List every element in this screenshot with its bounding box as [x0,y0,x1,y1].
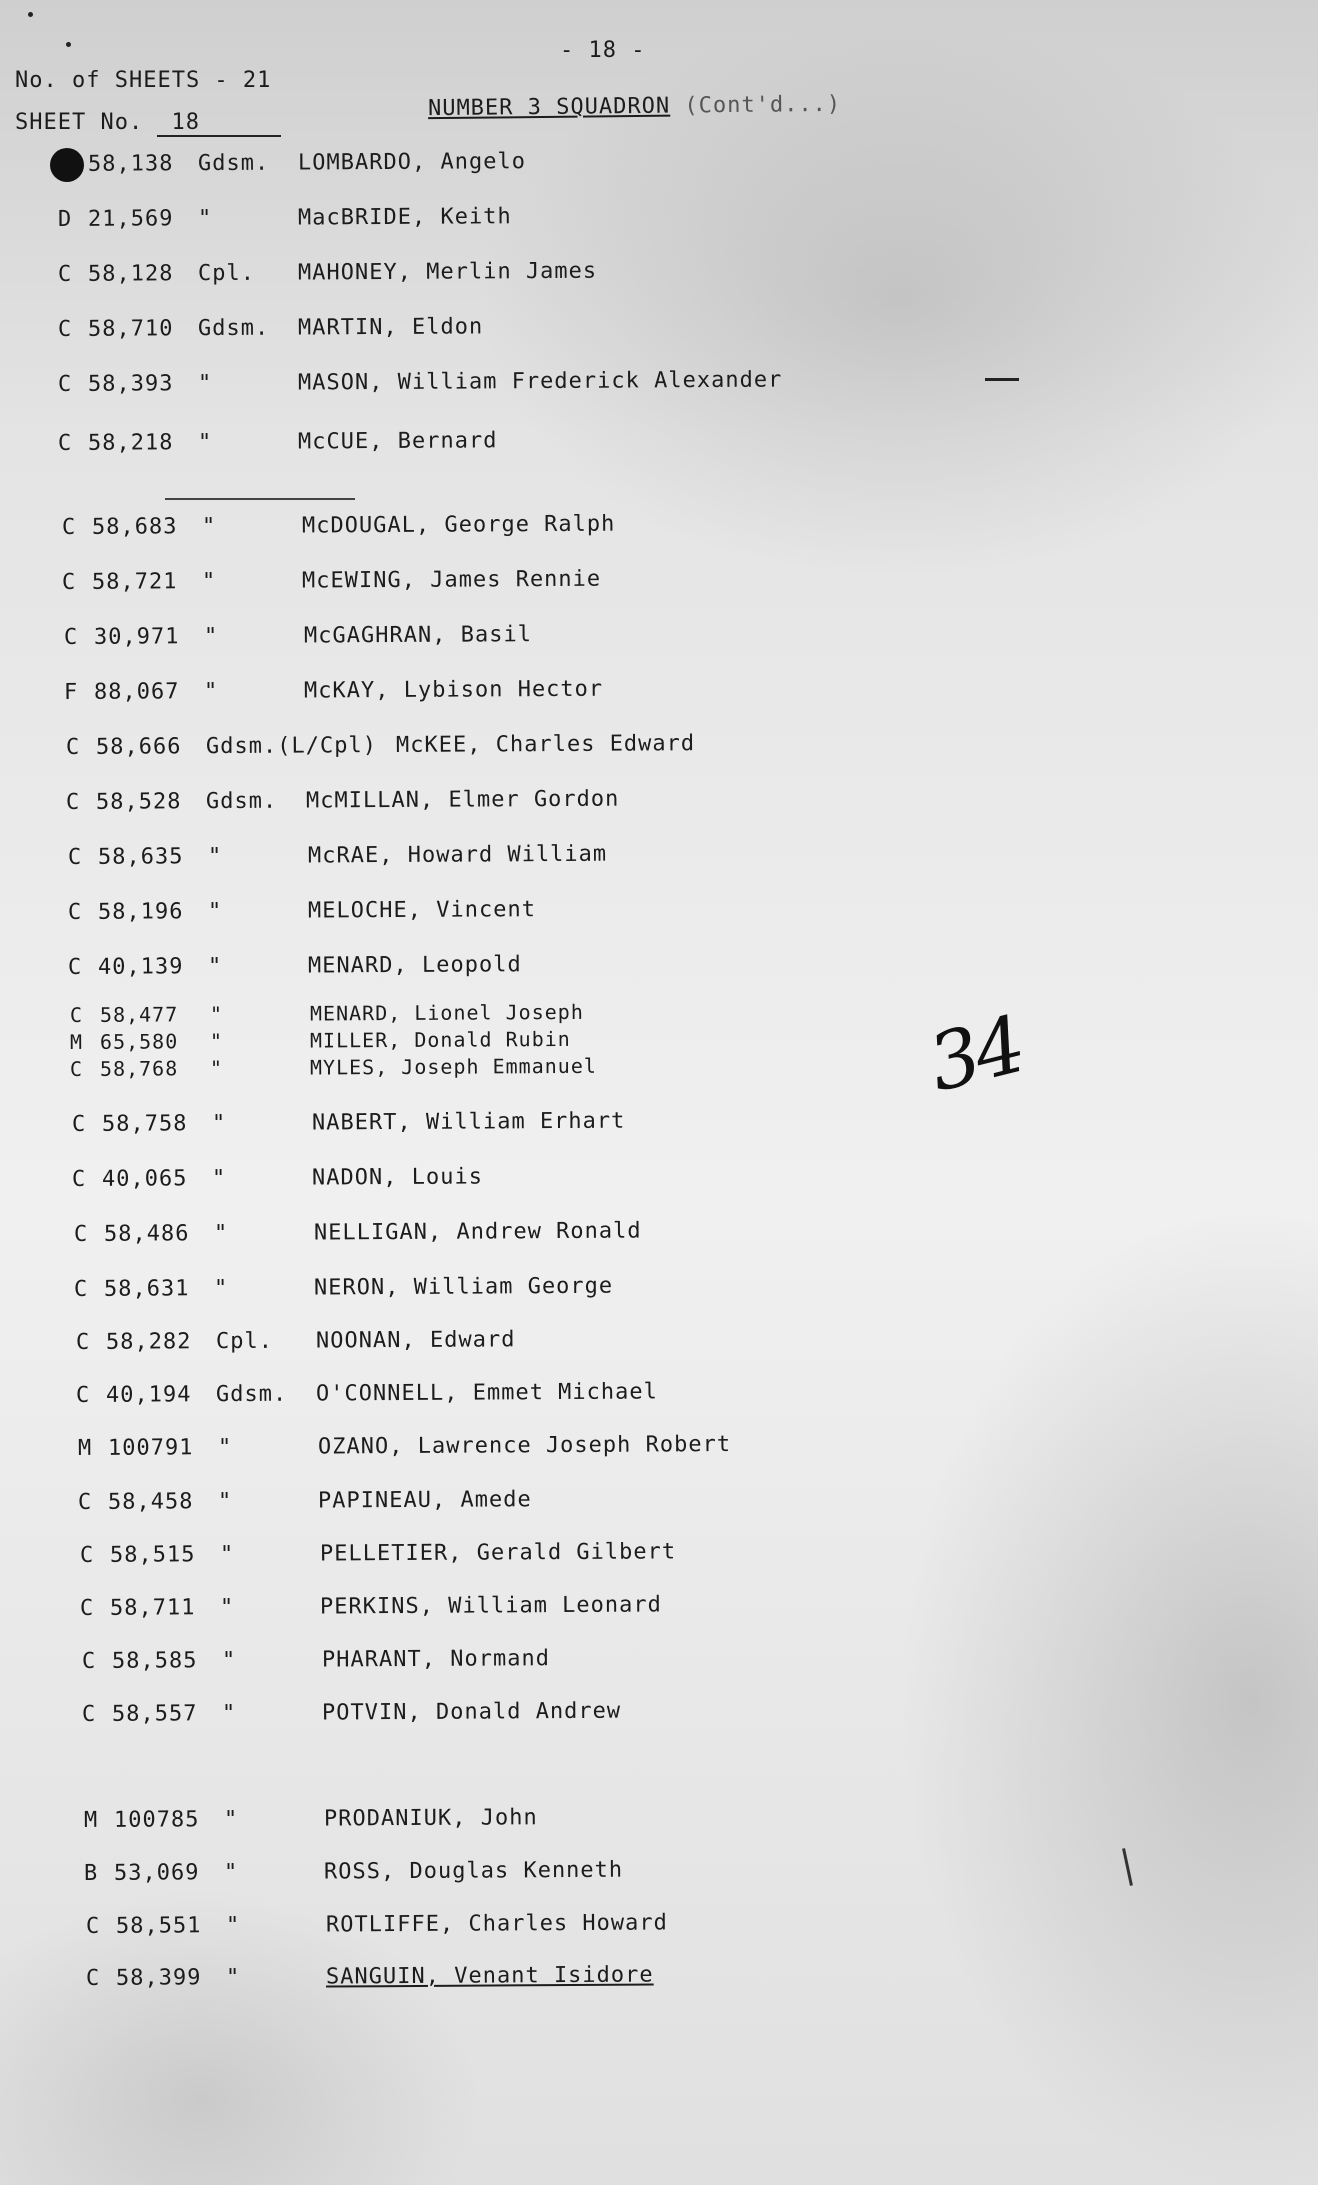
entry-rank: " [209,1002,224,1027]
entry-prefix: C [73,1276,89,1302]
entry-prefix: C [61,569,77,595]
margin-dash [985,378,1019,381]
entry-name: McKAY, Lybison Hector [303,676,604,704]
entry-name: PERKINS, William Leonard [319,1592,662,1620]
entry-rank: " [203,679,219,705]
entry-number: 100791 [107,1435,194,1461]
entry-number: 58,557 [111,1701,198,1727]
entry-prefix: C [67,899,83,925]
entry-name: McRAE, Howard William [307,841,608,869]
entry-prefix: C [77,1489,93,1515]
entry-rank: " [225,1965,241,1991]
entry-prefix: D [57,206,73,232]
entry-number: 58,683 [91,514,178,540]
entry-rank: " [207,954,223,980]
entry-rank: Gdsm.(L/Cpl) [205,733,378,760]
entry-number: 58,758 [101,1111,188,1137]
entry-rank: " [217,1435,233,1461]
entry-number: 58,635 [97,844,184,870]
entry-number: 65,580 [99,1029,179,1054]
entry-name: McCUE, Bernard [297,428,498,455]
entry-name: McEWING, James Rennie [301,566,602,594]
handwritten-annotation: 34 [920,1000,1031,1110]
ink-blot [50,148,84,182]
entry-rank: " [223,1860,239,1886]
entry-prefix: C [61,514,77,540]
entry-rank: " [197,206,213,232]
entry-prefix: C [63,624,79,650]
entry-prefix: C [67,954,83,980]
entry-rank: Gdsm. [197,150,270,177]
entry-number: 58,399 [115,1965,202,1991]
entry-name: POTVIN, Donald Andrew [321,1698,622,1726]
sheets-count: No. of SHEETS - 21 [15,68,272,93]
entry-rank: " [197,430,213,456]
entry-number: 58,721 [91,569,178,595]
entry-number: 58,218 [87,430,174,456]
entry-name: OZANO, Lawrence Joseph Robert [317,1432,732,1460]
entry-prefix: C [57,371,73,397]
entry-name: MILLER, Donald Rubin [309,1026,571,1053]
entry-name: MacBRIDE, Keith [297,204,512,231]
entry-prefix: C [67,844,83,870]
entry-rank: Gdsm. [215,1381,288,1408]
entry-prefix: C [71,1166,87,1192]
entry-number: 58,486 [103,1221,190,1247]
sheet-no-label: SHEET No. [15,110,144,135]
entry-number: 58,768 [99,1056,179,1081]
entry-name: PRODANIUK, John [323,1805,538,1832]
entry-number: 58,138 [87,151,174,177]
entry-prefix: C [85,1913,101,1939]
entry-rank: " [221,1648,237,1674]
entry-number: 40,194 [105,1382,192,1408]
entry-name: MELOCHE, Vincent [307,897,536,924]
entry-rank: " [213,1221,229,1247]
entry-name: NABERT, William Erhart [311,1108,626,1136]
entry-rank: Cpl. [197,260,256,287]
entry-rank: " [201,514,217,540]
entry-rank: " [211,1166,227,1192]
entry-name: O'CONNELL, Emmet Michael [315,1379,658,1407]
section-rule [165,498,355,500]
margin-tick [1122,1848,1133,1886]
squadron-heading [428,92,841,121]
entry-number: 58,666 [95,734,182,760]
entry-prefix: C [79,1542,95,1568]
entry-number: 58,477 [99,1002,179,1027]
entry-rank: Gdsm. [197,315,270,342]
entry-name: McKEE, Charles Edward [395,731,696,758]
entry-name: SANGUIN, Venant Isidore [325,1962,654,1990]
entry-name: MASON, William Frederick Alexander [297,367,783,396]
entry-name: McDOUGAL, George Ralph [301,511,616,539]
entry-number: 58,458 [107,1489,194,1515]
entry-name: PHARANT, Normand [321,1646,550,1673]
entry-number: 100785 [113,1807,200,1833]
entry-number: 30,971 [93,624,180,650]
entry-name: MYLES, Joseph Emmanuel [309,1053,597,1080]
entry-prefix: M [77,1435,93,1461]
entry-prefix: C [73,1221,89,1247]
entry-rank: " [213,1276,229,1302]
entry-number: 40,139 [97,954,184,980]
entry-name: ROSS, Douglas Kenneth [323,1857,624,1885]
entry-number: 21,569 [87,206,174,232]
entry-name: NELLIGAN, Andrew Ronald [313,1218,642,1246]
entry-rank: " [203,624,219,650]
entry-name: McGAGHRAN, Basil [303,622,532,649]
entry-number: 58,631 [103,1276,190,1302]
entry-prefix: C [57,261,73,287]
squadron-title: NUMBER 3 SQUADRON [427,93,671,122]
entry-name: MENARD, Lionel Joseph [309,999,584,1026]
entry-name: PAPINEAU, Amede [317,1487,532,1514]
entry-rank: " [201,569,217,595]
entry-rank: " [207,899,223,925]
entry-prefix: C [65,789,81,815]
entry-number: 88,067 [93,679,180,705]
entry-rank: " [209,1056,224,1081]
entry-number: 58,196 [97,899,184,925]
entry-rank: " [207,844,223,870]
entry-prefix: C [81,1701,97,1727]
entry-prefix: B [83,1860,99,1886]
entry-rank: Gdsm. [205,788,278,815]
entry-number: 58,393 [87,371,174,397]
sheet-number-line [15,110,281,137]
entry-number: 58,551 [115,1913,202,1939]
entry-number: 58,128 [87,261,174,287]
entry-number: 58,711 [109,1595,196,1621]
page-number: - 18 - [560,38,646,63]
entry-prefix: C [75,1382,91,1408]
entry-name: NADON, Louis [311,1164,484,1191]
entry-prefix: C [57,430,73,456]
speck [66,42,71,47]
entry-rank: " [221,1701,237,1727]
entry-name: LOMBARDO, Angelo [297,149,526,176]
entry-prefix: C [69,1002,84,1027]
entry-name: NERON, William George [313,1273,614,1301]
entry-number: 58,515 [109,1542,196,1568]
entry-prefix: C [75,1329,91,1355]
entry-number: 53,069 [113,1860,200,1886]
entry-number: 40,065 [101,1166,188,1192]
entry-name: MAHONEY, Merlin James [297,258,598,286]
entry-rank: " [211,1111,227,1137]
entry-prefix: F [63,679,79,705]
entry-prefix: C [79,1595,95,1621]
entry-rank: " [225,1913,241,1939]
entry-prefix: C [69,1056,84,1081]
entry-rank: " [219,1595,235,1621]
entry-prefix: M [69,1029,84,1054]
entry-number: 58,710 [87,316,174,342]
entry-name: McMILLAN, Elmer Gordon [305,786,620,814]
sheet-no-value: 18 [157,110,281,137]
entry-number: 58,585 [111,1648,198,1674]
squadron-contd: (Cont'd...) [684,91,842,119]
entry-rank: " [197,371,213,397]
entry-prefix: C [57,316,73,342]
entry-rank: " [223,1807,239,1833]
entry-prefix: M [83,1807,99,1833]
entry-name: ROTLIFFE, Charles Howard [325,1910,668,1938]
entry-number: 58,282 [105,1329,192,1355]
entry-prefix: C [65,734,81,760]
entry-rank: " [219,1542,235,1568]
entry-rank: Cpl. [215,1328,274,1355]
entry-number: 58,528 [95,789,182,815]
entry-name: MENARD, Leopold [307,952,522,979]
entry-prefix: C [85,1965,101,1991]
entry-prefix: C [81,1648,97,1674]
entry-name: MARTIN, Eldon [297,314,484,341]
entry-prefix: C [71,1111,87,1137]
speck [28,12,33,17]
entry-name: PELLETIER, Gerald Gilbert [319,1539,677,1567]
entry-name: NOONAN, Edward [315,1327,516,1354]
entry-rank: " [217,1489,233,1515]
entry-rank: " [209,1029,224,1054]
